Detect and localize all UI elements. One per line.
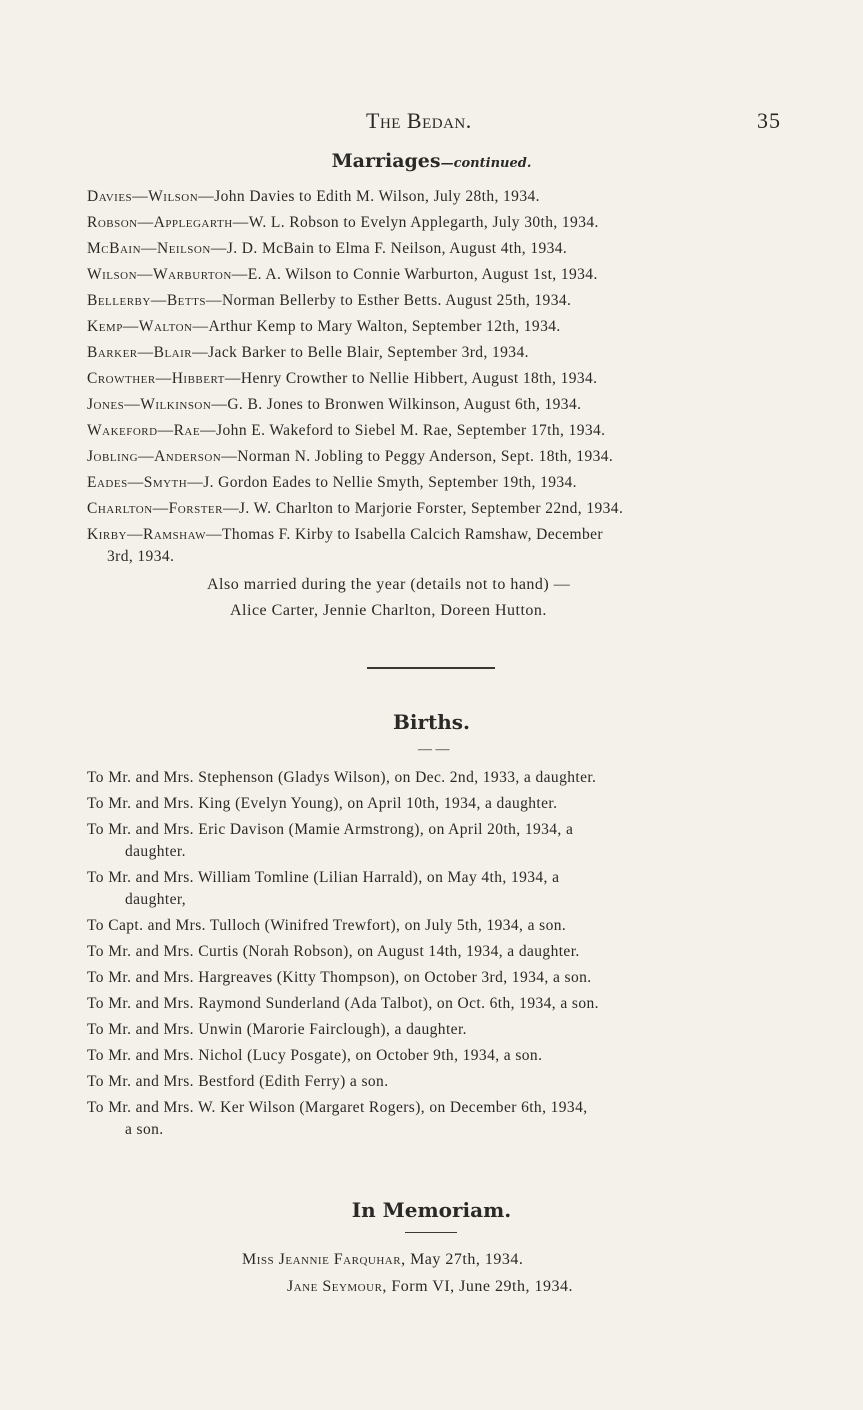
memoriam-entry <box>242 1251 523 1269</box>
page-number: 35 <box>757 108 781 133</box>
marriage-names: Kirby—Ramshaw— <box>87 526 223 543</box>
birth-entry <box>87 915 566 937</box>
marriage-names: Jones—Wilkinson— <box>87 396 228 413</box>
birth-text: To Mr. and Mrs. Curtis (Norah Robson), on August 14th, 1934, a daughter. <box>87 943 580 960</box>
birth-text: To Mr. and Mrs. Raymond Sunderland (Ada Talbot), on Oct. 6th, 1934, a son. <box>87 995 599 1012</box>
marriage-entry <box>87 342 529 364</box>
marriage-text: J. W. Charlton to Marjorie Forster, September 22nd, 1934. <box>238 500 624 517</box>
memoriam-entry <box>287 1278 573 1296</box>
birth-text: To Capt. and Mrs. Tulloch (Winifred Trewfort), on July 5th, 1934, a son. <box>87 917 567 934</box>
marriage-names: Wilson—Warburton— <box>87 266 248 283</box>
marriage-entry <box>87 186 540 208</box>
marriage-names: Crowther—Hibbert— <box>87 370 241 387</box>
marriage-names: Wakeford—Rae— <box>87 422 217 439</box>
marriage-entry <box>87 524 603 568</box>
birth-entry <box>87 767 596 789</box>
memoriam-detail: Form VI, June 29th, 1934. <box>391 1278 573 1295</box>
continued-label: —continued. <box>440 156 532 171</box>
marriage-entry <box>87 368 597 390</box>
marriage-text: Henry Crowther to Nellie Hibbert, August 18th, 1934. <box>240 370 598 387</box>
marriage-text: Norman Bellerby to Esther Betts. August 25th, 1934. <box>221 292 572 309</box>
marriage-names: Bellerby—Betts— <box>87 292 222 309</box>
births-separator: — — <box>418 742 450 757</box>
marriage-text: John E. Wakeford to Siebel M. Rae, September 17th, 1934. <box>216 422 606 439</box>
marriage-entry <box>87 238 567 260</box>
marriage-names: Eades—Smyth— <box>87 474 204 491</box>
birth-text: To Mr. and Mrs. Nichol (Lucy Posgate), on October 9th, 1934, a son. <box>87 1047 543 1064</box>
birth-entry <box>87 1071 388 1093</box>
birth-text: To Mr. and Mrs. Hargreaves (Kitty Thompson), on October 3rd, 1934, a son. <box>87 969 592 986</box>
birth-text-continued: daughter, <box>125 891 187 908</box>
birth-text: To Mr. and Mrs. William Tomline (Lilian Harrald), on May 4th, 1934, a <box>87 869 560 886</box>
birth-entry <box>87 867 559 911</box>
marriage-entry <box>87 290 571 312</box>
memoriam-divider <box>405 1232 457 1233</box>
memoriam-name: Jane Seymour, <box>287 1278 387 1295</box>
marriage-text: Norman N. Jobling to Peggy Anderson, Sept. 18th, 1934. <box>237 448 614 465</box>
birth-entry <box>87 941 580 963</box>
marriage-names: McBain—Neilson— <box>87 240 227 257</box>
birth-entry <box>87 819 573 863</box>
memoriam-name: Miss Jeannie Farquhar, <box>242 1251 406 1268</box>
birth-entry <box>87 967 592 989</box>
marriage-names: Barker—Blair— <box>87 344 209 361</box>
marriage-names: Davies—Wilson— <box>87 188 215 205</box>
section-divider <box>367 667 495 669</box>
marriage-entry <box>87 420 605 442</box>
marriage-names: Kemp—Walton— <box>87 318 209 335</box>
marriage-text: W. L. Robson to Evelyn Applegarth, July 30th, 1934. <box>248 214 599 231</box>
birth-text-continued: a son. <box>125 1121 164 1138</box>
marriage-text: Thomas F. Kirby to Isabella Calcich Ramshaw, December <box>222 526 603 543</box>
also-married-note: Also married during the year (details not to hand) — <box>207 576 571 593</box>
marriage-entry <box>87 264 598 286</box>
birth-entry <box>87 1019 467 1041</box>
birth-text: To Mr. and Mrs. Unwin (Marorie Fairclough), a daughter. <box>87 1021 467 1038</box>
marriage-entry <box>87 498 623 520</box>
marriage-entry <box>87 316 561 338</box>
marriage-text: G. B. Jones to Bronwen Wilkinson, August 6th, 1934. <box>227 396 582 413</box>
marriage-text-continued: 3rd, 1934. <box>107 548 175 565</box>
marriage-text: E. A. Wilson to Connie Warburton, August 1st, 1934. <box>247 266 598 283</box>
birth-entry <box>87 793 557 815</box>
marriages-heading-block <box>0 150 863 172</box>
marriages-heading: Marriages <box>331 150 441 172</box>
marriage-text: Jack Barker to Belle Blair, September 3rd, 1934. <box>208 344 529 361</box>
marriage-text: J. D. McBain to Elma F. Neilson, August 4th, 1934. <box>226 240 568 257</box>
birth-text: To Mr. and Mrs. Bestford (Edith Ferry) a son. <box>87 1073 389 1090</box>
birth-entry <box>87 1097 588 1141</box>
marriage-entry <box>87 394 581 416</box>
marriage-text: Arthur Kemp to Mary Walton, September 12th, 1934. <box>208 318 561 335</box>
birth-text: To Mr. and Mrs. King (Evelyn Young), on April 10th, 1934, a daughter. <box>87 795 558 812</box>
marriage-entry <box>87 446 613 468</box>
marriage-names: Robson—Applegarth— <box>87 214 249 231</box>
marriage-names: Jobling—Anderson— <box>87 448 238 465</box>
marriage-text: John Davies to Edith M. Wilson, July 28th, 1934. <box>214 188 540 205</box>
birth-text-continued: daughter. <box>125 843 186 860</box>
marriage-entry <box>87 212 599 234</box>
birth-text: To Mr. and Mrs. W. Ker Wilson (Margaret Rogers), on December 6th, 1934, <box>87 1099 588 1116</box>
birth-entry <box>87 993 599 1015</box>
birth-text: To Mr. and Mrs. Eric Davison (Mamie Armstrong), on April 20th, 1934, a <box>87 821 574 838</box>
also-married-names: Alice Carter, Jennie Charlton, Doreen Hutton. <box>230 602 547 619</box>
marriage-names: Charlton—Forster— <box>87 500 239 517</box>
birth-text: To Mr. and Mrs. Stephenson (Gladys Wilson), on Dec. 2nd, 1933, a daughter. <box>87 769 597 786</box>
births-heading: Births. <box>392 710 471 734</box>
birth-entry <box>87 1045 542 1067</box>
in-memoriam-heading: In Memoriam. <box>351 1198 512 1222</box>
marriage-entry <box>87 472 577 494</box>
marriage-text: J. Gordon Eades to Nellie Smyth, September 19th, 1934. <box>203 474 577 491</box>
journal-title: The Bedan. <box>366 108 472 133</box>
memoriam-detail: May 27th, 1934. <box>410 1251 524 1268</box>
